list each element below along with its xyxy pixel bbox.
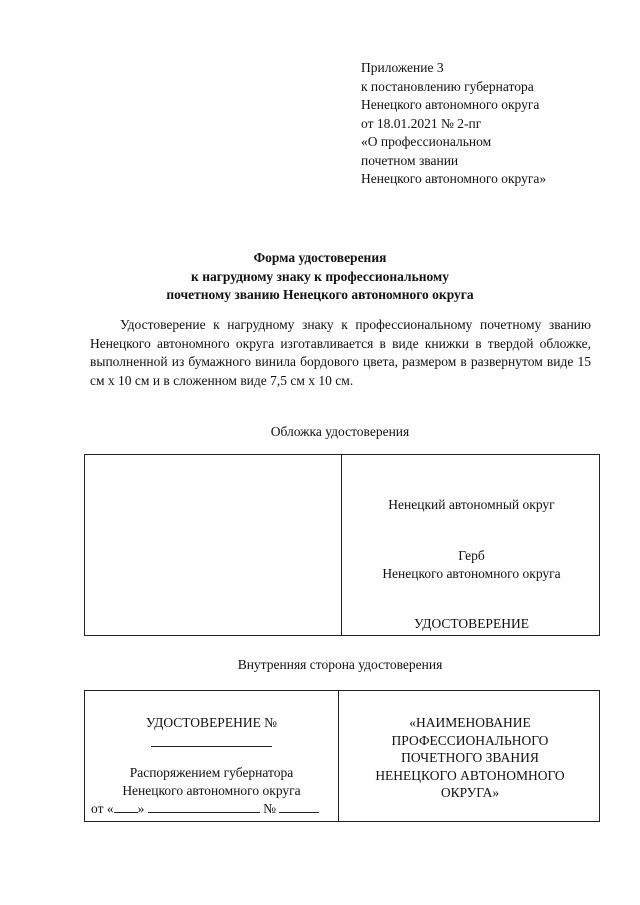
annex-line: Ненецкого автономного округа» bbox=[361, 171, 547, 186]
title-caps-line: ПРОФЕССИОНАЛЬНОГО bbox=[391, 732, 549, 748]
title-line: к нагрудному знаку к профессиональному bbox=[191, 268, 449, 284]
number-blank-line bbox=[151, 746, 272, 747]
cover-region-text: Ненецкий автономный округ bbox=[388, 497, 555, 512]
order-line: Распоряжением губернатора bbox=[129, 765, 294, 780]
emblem-line: Ненецкого автономного округа bbox=[382, 566, 561, 581]
inner-date-line bbox=[91, 800, 338, 818]
annex-line: Ненецкого автономного округа bbox=[361, 97, 540, 112]
cover-layout-box bbox=[84, 454, 600, 636]
inner-layout-box bbox=[84, 690, 600, 822]
month-year-blank bbox=[148, 801, 260, 813]
inner-certificate-number-label: УДОСТОВЕРЕНИЕ № bbox=[145, 715, 278, 730]
cover-caption: Обложка удостоверения bbox=[270, 424, 410, 439]
document-title bbox=[0, 249, 640, 305]
day-blank bbox=[114, 801, 138, 813]
annex-line: «О профессиональном bbox=[361, 134, 492, 149]
date-number-sign: № bbox=[263, 801, 276, 816]
cover-emblem-text bbox=[342, 547, 601, 583]
title-caps-line: ОКРУГА» bbox=[440, 785, 500, 800]
title-caps-line: НЕНЕЦКОГО АВТОНОМНОГО bbox=[375, 767, 565, 783]
title-caps-line: «НАИМЕНОВАНИЕ bbox=[409, 715, 531, 730]
title-line: почетному званию Ненецкого автономного округа bbox=[166, 287, 474, 302]
order-number-blank bbox=[279, 801, 319, 813]
order-line: Ненецкого автономного округа bbox=[122, 783, 301, 798]
inner-title-text bbox=[339, 714, 601, 802]
title-caps-line: ПОЧЕТНОГО ЗВАНИЯ bbox=[401, 750, 539, 765]
emblem-line: Герб bbox=[458, 548, 485, 563]
date-prefix: от « bbox=[91, 801, 114, 816]
title-line: Форма удостоверения bbox=[253, 250, 387, 265]
annex-line: к постановлению губернатора bbox=[361, 78, 534, 94]
inner-caption: Внутренняя сторона удостоверения bbox=[237, 657, 443, 672]
annex-line: почетном звании bbox=[361, 152, 459, 168]
cover-divider bbox=[341, 455, 342, 635]
inner-order-text bbox=[85, 764, 338, 800]
body-paragraph: Удостоверение к нагрудному знаку к профессиональному почетному званию Ненецкого автономного округа изготавливается в виде книжки в твердой обложке, выполненной из бумажного винила бордового цвета, размером в развернутом виде 15 см х 10 см и в сложенном виде 7,5 см х 10 см. bbox=[90, 317, 591, 388]
cover-label: УДОСТОВЕРЕНИЕ bbox=[414, 616, 529, 631]
date-mid: » bbox=[137, 801, 145, 816]
annex-line: от 18.01.2021 № 2-пг bbox=[361, 115, 482, 131]
annex-block bbox=[361, 59, 546, 189]
annex-line: Приложение 3 bbox=[361, 60, 444, 75]
